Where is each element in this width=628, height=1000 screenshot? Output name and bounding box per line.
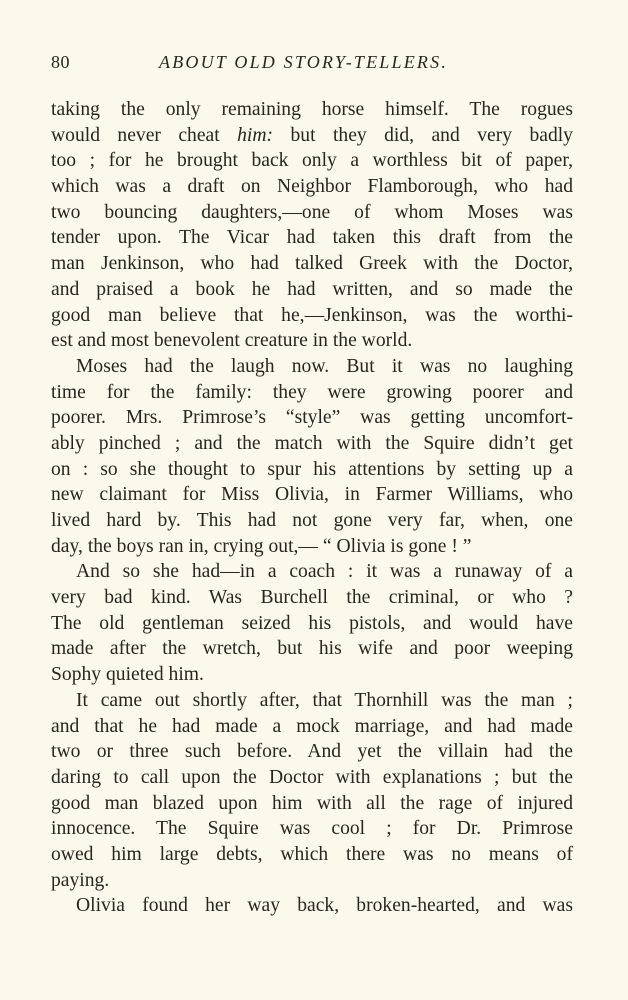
text-line: too ; for he brought back only a worthless bit of paper,	[51, 150, 573, 172]
text-line: est and most benevolent creature in the world.	[51, 330, 413, 352]
text-line: good man blazed upon him with all the rage of injured	[51, 792, 573, 814]
text-line: new claimant for Miss Olivia, in Farmer Williams, who	[51, 484, 573, 506]
text-line: and praised a book he had written, and so made the	[51, 278, 573, 300]
text-line: time for the family: they were growing poorer and	[51, 381, 573, 403]
italic-emphasis: him:	[237, 124, 274, 146]
text-line: man Jenkinson, who had talked Greek with the Doctor,	[51, 253, 573, 275]
text-line: on : so she thought to spur his attentions by setting up a	[51, 458, 573, 480]
text-line: Sophy quieted him.	[51, 664, 204, 686]
text-line: It came out shortly after, that Thornhill was the man ;	[76, 689, 573, 711]
page-number: 80	[51, 52, 70, 72]
text-line: daring to call upon the Doctor with explanations ; but the	[51, 766, 573, 788]
text-line: innocence. The Squire was cool ; for Dr. Primrose	[51, 818, 573, 840]
page-header	[51, 52, 573, 78]
text-line	[51, 123, 573, 149]
text-line: Olivia found her way back, broken-hearted, and was	[76, 895, 573, 917]
text-line: which was a draft on Neighbor Flamborough, who had	[51, 176, 573, 198]
text-line: Moses had the laugh now. But it was no laughing	[76, 355, 573, 377]
text-line: day, the boys ran in, crying out,— “ Olivia is gone ! ”	[51, 535, 472, 557]
text-line: ably pinched ; and the match with the Squire didn’t get	[51, 432, 573, 454]
body-text	[51, 97, 573, 919]
text-line: very bad kind. Was Burchell the criminal, or who ?	[51, 587, 573, 609]
text-line: and that he had made a mock marriage, and had made	[51, 715, 573, 737]
text-line: owed him large debts, which there was no means of	[51, 843, 573, 865]
text-line: taking the only remaining horse himself. The rogues	[51, 99, 573, 120]
text-line: And so she had—in a coach : it was a runaway of a	[76, 561, 573, 583]
text-line: two or three such before. And yet the villain had the	[51, 741, 573, 763]
text-line: lived hard by. This had not gone very far, when, one	[51, 510, 573, 531]
text-line: The old gentleman seized his pistols, and would have	[51, 612, 573, 634]
text-fragment: but they did, and very badly	[273, 124, 573, 146]
running-head: ABOUT OLD STORY-TELLERS.	[159, 52, 449, 72]
text-line: poorer. Mrs. Primrose’s “style” was getting uncomfort-	[51, 407, 573, 429]
text-line: made after the wretch, but his wife and poor weeping	[51, 638, 573, 660]
text-line: two bouncing daughters,—one of whom Moses was	[51, 201, 573, 223]
text-line: good man believe that he,—Jenkinson, was the worthi-	[51, 304, 573, 326]
text-fragment: would never cheat	[51, 124, 238, 146]
text-line: paying.	[51, 869, 110, 891]
text-line: tender upon. The Vicar had taken this draft from the	[51, 227, 573, 249]
